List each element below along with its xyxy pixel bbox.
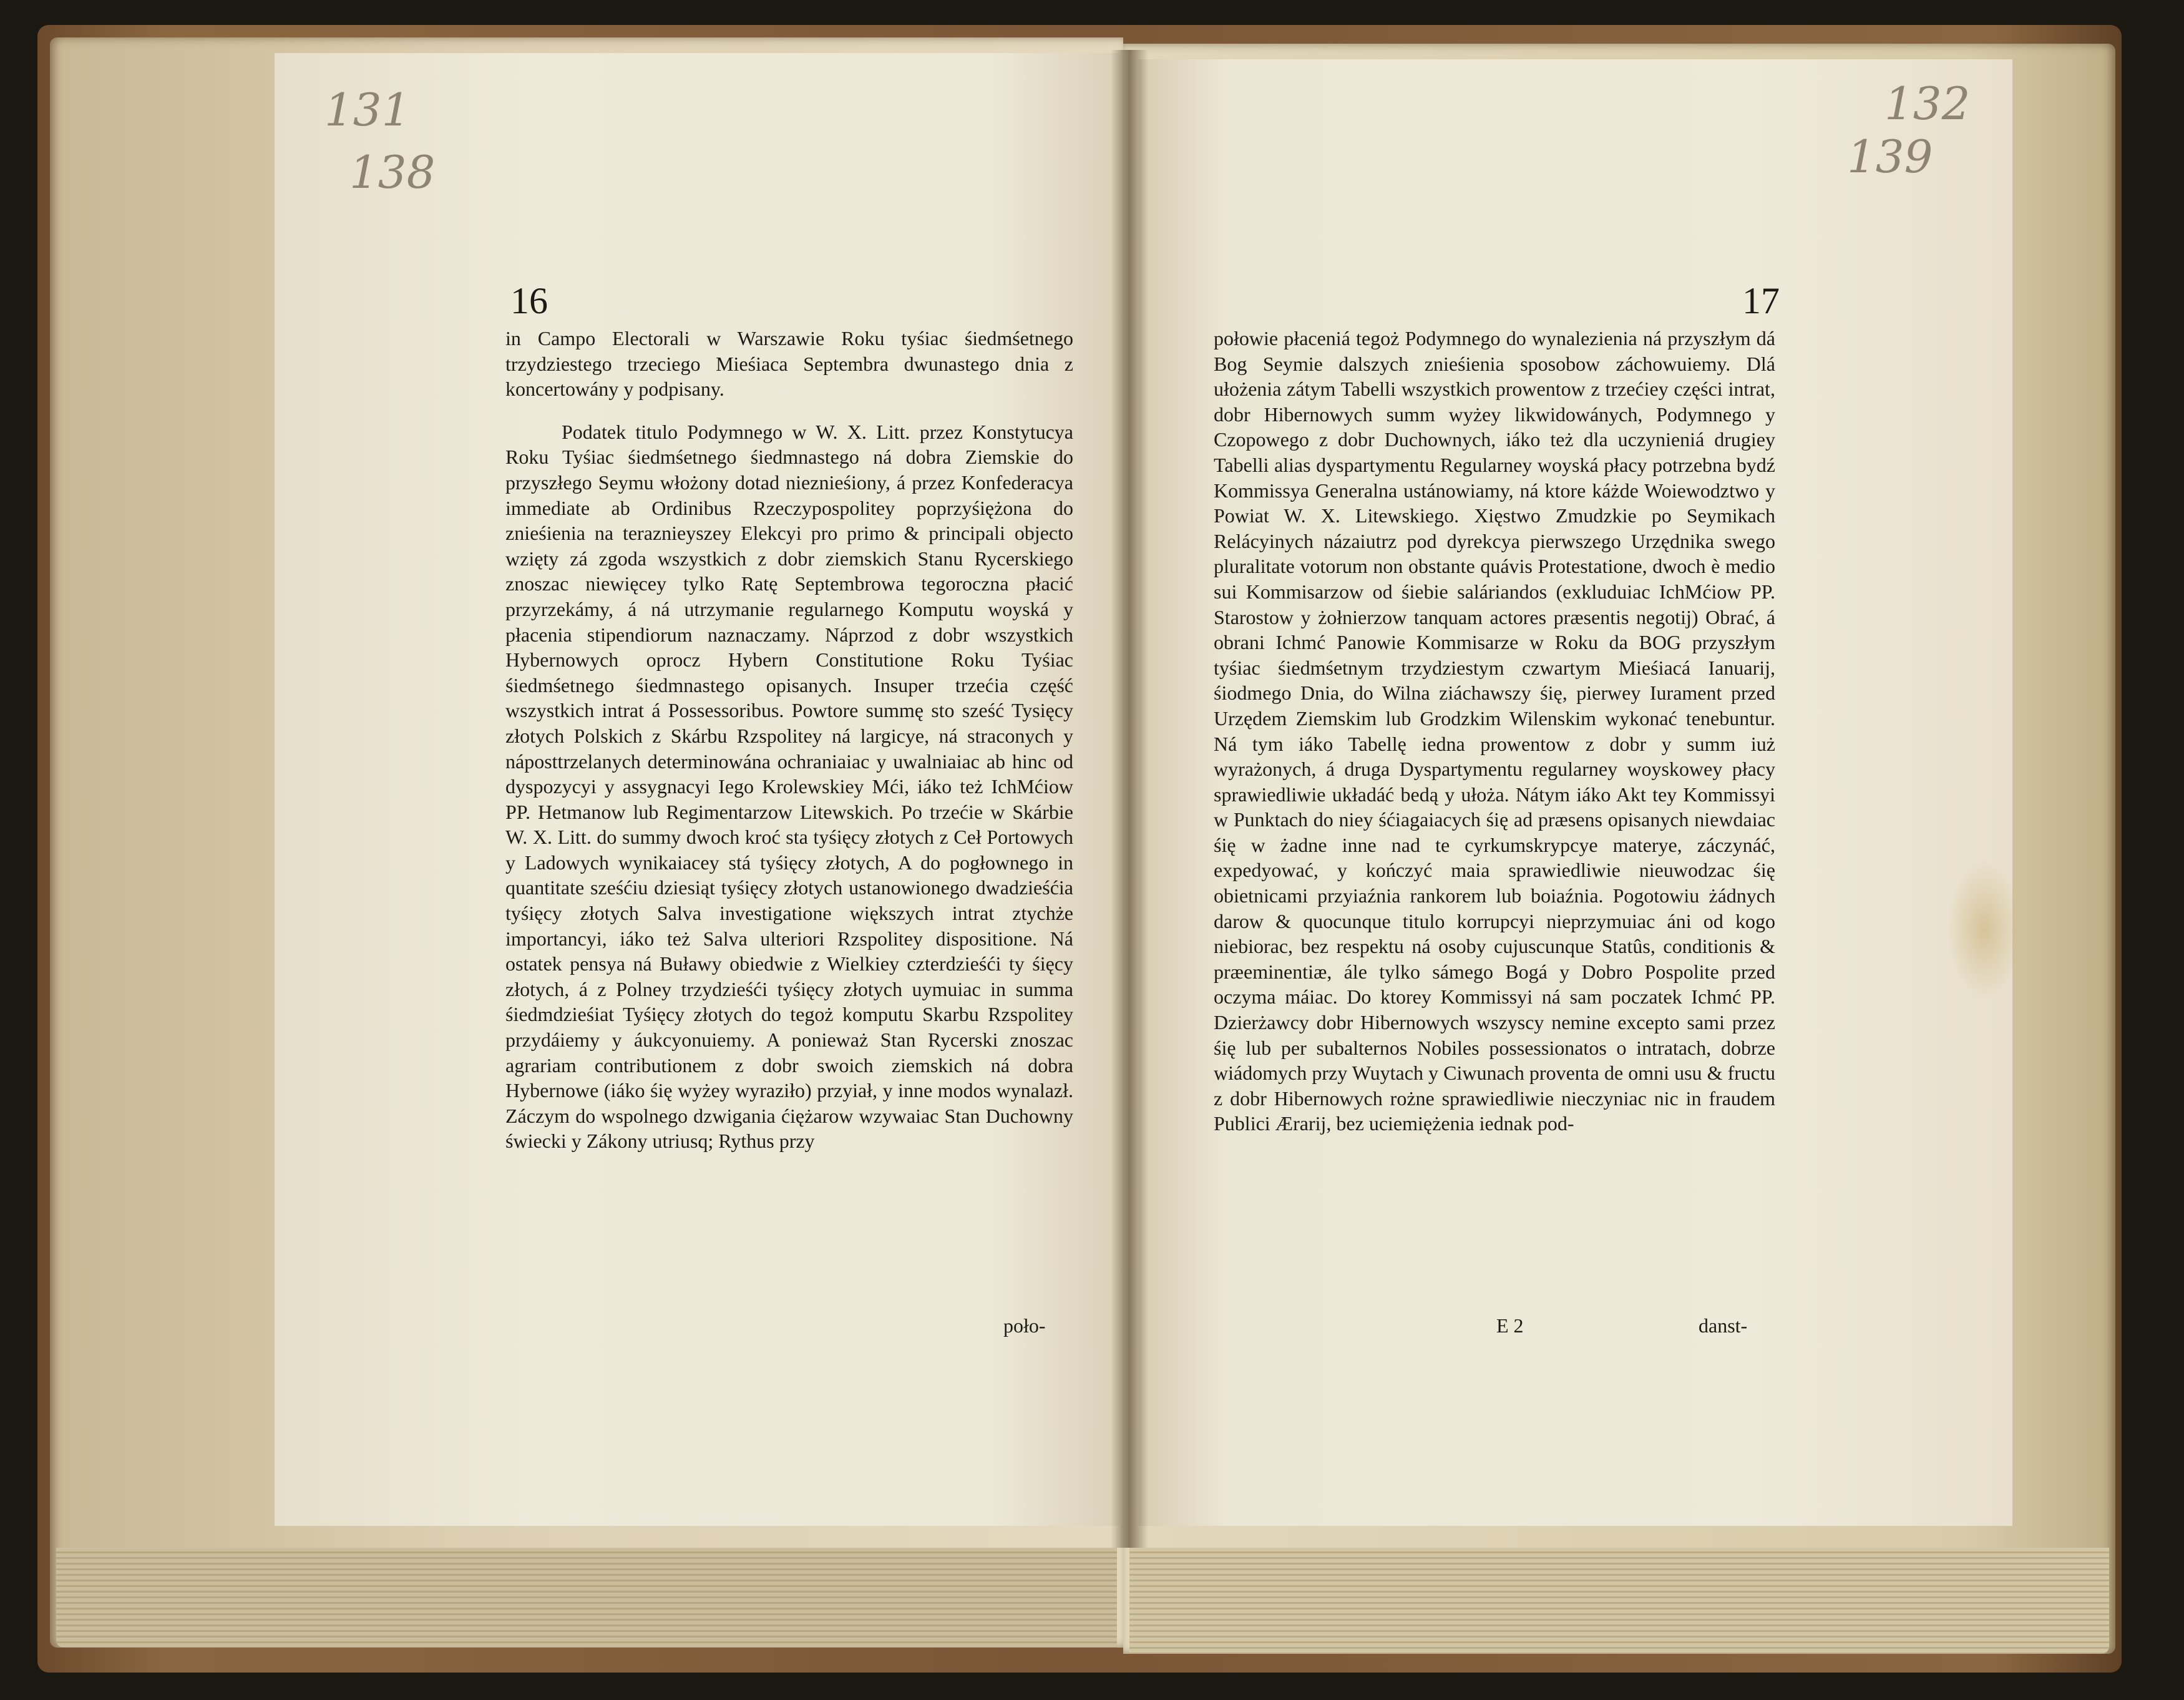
paragraph: Podatek titulo Podymnego w W. X. Litt. przez Konstytucya Roku Tyśiac śiedmśetnego śiedmnastego ná dobra Ziemskie do przyszłego Seymu włożony dotad nieznieśiony, á przez Konfederacya immediate ab Ordinibus Rzeczypospolitey poprzyśiężona do znieśienia na teraznieyszey Elekcyi pro primo & principali objecto wzięty zá zgoda wszystkich z dobr ziemskich Stanu Rycerskiego znoszac niewięcey tylko Ratę Septembrowa tegoroczna płacić przyrzekámy, á ná utrzymanie regularnego Komputu woyská y płacenia stipendiorum naznaczamy. Náprzod z dobr wszystkich Hybernowych oprocz Hybern Constitutione Roku Tyśiac śiedmśetnego śiedmnastego opisanych. Insuper trzećia część wszystkich intrat á Possessoribus. Powtore summę sto sześć Tysięcy złotych Polskich z Skárbu Rzspolitey ná largicye, ná straconych y náposttrzelanych determinowána ochraniaiac y uwalniaiac ab hinc od dyspozycyi y assygnacyi Iego Krolewskiey Mći, iáko też IchMćiow PP. Hetmanow lub Regimentarzow Litewskich. Po trzećie w Skárbie W. X. Litt. do summy dwoch kroć sta tyśięcy złotych z Ceł Portowych y Ladowych wynikaiacey stá tyśięcy złotych, A do pogłownego in quantitate sześćiu dziesiąt tyśięcy złotych ustanowionego dwadzieśćia tyśięcy złotych Salva investigatione większych intrat ztychże importancyi, iáko też Salva ulteriori Rzspolitey dispositione. Ná ostatek pensya ná Buławy obiedwie z Wielkiey czterdzieśći ty śięcy złotych, á z Polney trzydzieśći tyśięcy złotych uymuiac in summa śiedmdzieśiat Tyśięcy złotych do tegoż komputu Skarbu Rzspolitey przydáiemy y áukcyonuiemy. A ponieważ Stan Rycerski znoszac agrariam contributionem z dobr swoich ziemskich ná dobra Hybernowe (iáko śię wyżey wyraziło) przyiał, y inne modos wynalazł. Záczym do wspolnego dzwigania ćiężarow wzywaiac Stan Duchowny świecki y Zákony utriusq; Rythus przy [505,420,1073,1153]
signature-mark: E 2 [1496,1314,1524,1337]
right-page-edges [1129,1548,2109,1654]
right-page-text [1214,326,1775,1136]
left-page-edges [56,1548,1117,1648]
page-number-left: 16 [510,280,548,321]
paragraph: in Campo Electorali w Warszawie Roku tyśiac śiedmśetnego trzydziestego trzeciego Mieśiaca Septembra dwunastego dnia z koncertowány y podpisany. [505,327,1073,401]
paper-stain [1947,861,2022,999]
catchword-right: danst- [1699,1314,1748,1337]
book-gutter [1111,50,1148,1548]
pencil-folio-old-left: 131 [324,84,411,136]
paragraph: połowie płaceniá tegoż Podymnego do wynalezienia ná przyszłym dá Bog Seymie dalszych znieśienia sposobow záchowuiemy. Dlá ułożenia zátym Tabelli wszystkich prowentow z trzećiey części intrat, dobr Hibernowych summ wyżey likwidowánych, Podymnego y Czopowego z dobr Duchownych, iáko też dla uczynieniá drugiey Tabelli alias dyspartymentu Regularney woyská płacy potrzebna bydź Kommissya Generalna ustánowiamy, ná ktore káżde Woiewodztwo y Powiat W. X. Litewskiego. Xięstwo Zmudzkie po Seymikach Relácyinych názaiutrz pod dyrekcya pierwszego Urzędnika swego pluralitate votorum non obstante quávis Protestatione, dwoch è medio sui Kommisarzow od śiebie saláriandos (exkluduiac IchMćiow PP. Starostow y żołnierzow tanquam actores præsentis negotij) Obrać, á obrani Ichmć Panowie Kommisarze w Roku da BOG przyszłym tyśiac śiedmśetnym trzydziestym czwartym Mieśiacá Ianuarij, śiodmego Dnia, do Wilna ziáchawszy śię, pierwey Iurament przed Urzędem Ziemskim lub Grodzkim Wilenskim wykonać tenebuntur. Ná tym iáko Tabellę iedna prowentow z dobr y summ iuż wyrażonych, á druga Dyspartymentu regularney woyskowey płacy sprawiedliwie układáć bedą y ułoża. Nátym iáko Akt tey Kommissyi w Punktach do niey śćiagaiacych śię ad præsens opisanych niewdaiac śię w żadne inne nad te cyrkumskrypcye materye, záczynáć, expedyować, y kończyć maia sprawiedliwie nieuwodzac śię obietnicami przyiaźnia rankorem lub boiaźnia. Pogotowiu żádnych darow & quocunque titulo korrupcyi nieprzymuiac áni od kogo niebiorac, bez respektu ná osoby cujuscunque Statûs, conditionis & præeminentiæ, ále tylko sámego Bogá y Dobro Pospolite przed oczyma máiac. Do ktorey Kommissyi ná sam poczatek Ichmć PP. Dzierżawcy dobr Hibernowych wszyscy nemine excepto sami przez śię lub per subalternos Nobiles possessionatos o intratach, dobrze wiádomych przy Wuytach y Ciwunach proventa de omni usu & fructu z dobr Hibernowych rożne sprawiedliwie nieczyniac nic in fraudem Publici Ærarij, bez uciemiężenia iednak pod- [1214,327,1775,1135]
pencil-folio-right: 139 [1847,130,1933,183]
catchword-left: poło- [1003,1314,1046,1337]
page-number-right: 17 [1742,280,1780,321]
pencil-folio-left: 138 [349,146,436,198]
pencil-folio-old-right: 132 [1884,77,1971,130]
left-page-text [505,326,1073,1154]
